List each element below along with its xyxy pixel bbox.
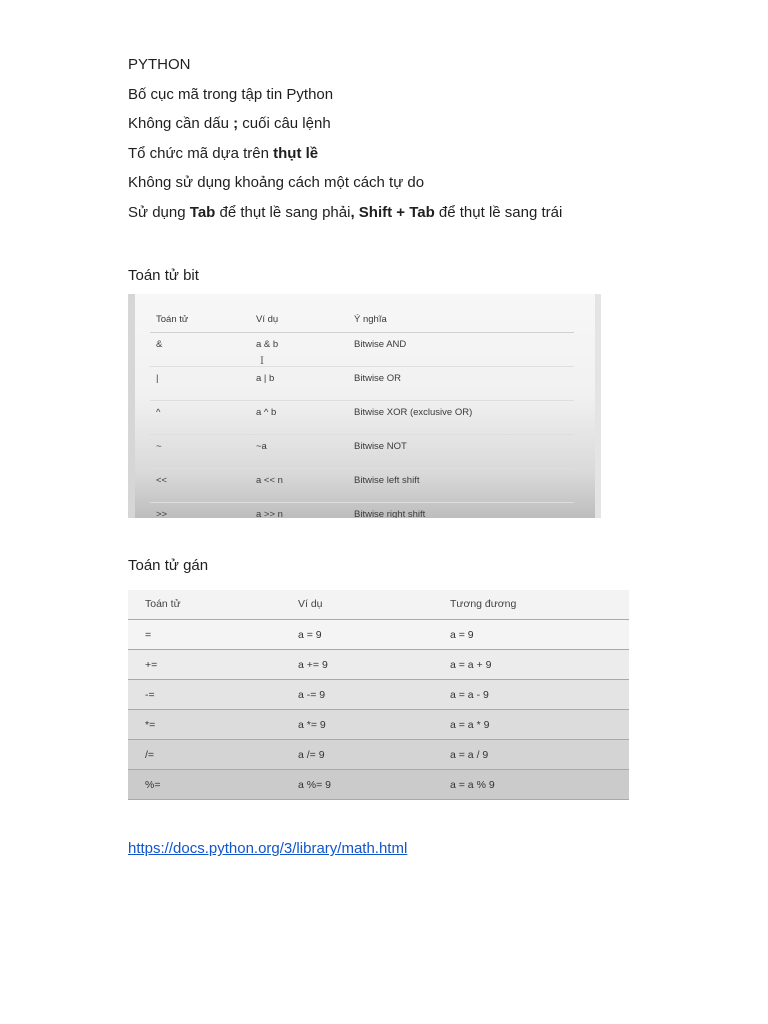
table-cell: a = a + 9	[433, 650, 629, 680]
table-row	[128, 710, 629, 740]
table-cell: a >> n	[256, 508, 283, 518]
table-cell: Bitwise OR	[348, 366, 574, 400]
table-row	[150, 332, 574, 366]
bitwise-table	[150, 308, 574, 518]
note-line-3: Tổ chức mã dựa trên thụt lề	[128, 144, 319, 162]
note-line-2: Không cần dấu ; cuối câu lệnh	[128, 115, 331, 133]
table-cell: >>	[156, 508, 168, 518]
table-cell: a *= 9	[281, 710, 433, 740]
table-cell: a ^ b	[250, 400, 348, 434]
table-cell: a -= 9	[281, 680, 433, 710]
table-cell: /=	[128, 740, 281, 770]
python-math-docs-link[interactable]: https://docs.python.org/3/library/math.html	[128, 840, 408, 858]
table-cell: %=	[128, 770, 281, 800]
table-cell: a = a / 9	[433, 740, 629, 770]
table-cell: ~	[150, 434, 250, 468]
table-cell: |	[150, 366, 250, 400]
screenshot-left-edge	[128, 294, 135, 518]
table-cell: a = a - 9	[433, 680, 629, 710]
note-line-5: Sử dụng Tab để thụt lề sang phải, Shift + Tab để thụt lề sang trái	[128, 203, 563, 221]
table-cell: a & b	[250, 332, 348, 366]
screenshot-right-edge	[595, 294, 601, 518]
table-cell: Bitwise NOT	[348, 434, 574, 468]
table-cell: a += 9	[281, 650, 433, 680]
assign-table-screenshot	[128, 590, 629, 801]
table-row	[128, 650, 629, 680]
table-cell: a | b	[250, 366, 348, 400]
table-row	[128, 680, 629, 710]
table-cell: a = a * 9	[433, 710, 629, 740]
table-row	[150, 502, 574, 518]
table-cell: Bitwise right shift	[354, 508, 426, 518]
table-cell: Bitwise XOR (exclusive OR)	[348, 400, 574, 434]
table-cell: a = a % 9	[433, 770, 629, 800]
column-header: Tương đương	[433, 590, 629, 620]
column-header: Ý nghĩa	[348, 308, 574, 333]
table-cell: a << n	[250, 468, 348, 502]
bitwise-table-screenshot	[128, 294, 601, 518]
table-cell: ^	[150, 400, 250, 434]
table-cell: ~a	[250, 434, 348, 468]
table-cell: <<	[150, 468, 250, 502]
column-header: Ví dụ	[250, 308, 348, 333]
bitwise-section-title: Toán tử bit	[128, 266, 199, 284]
note-line-1: Bố cục mã trong tập tin Python	[128, 85, 334, 103]
table-cell: a /= 9	[281, 740, 433, 770]
assign-table	[128, 590, 629, 801]
table-cell: -=	[128, 680, 281, 710]
table-row	[128, 770, 629, 800]
table-cell: &	[150, 332, 250, 366]
text-cursor-icon: I	[260, 355, 264, 367]
table-row	[128, 740, 629, 770]
table-cell: =	[128, 620, 281, 650]
table-header-row	[150, 308, 574, 333]
table-row	[150, 434, 574, 468]
table-cell: *=	[128, 710, 281, 740]
note-line-4: Không sử dụng khoảng cách một cách tự do	[128, 174, 425, 192]
column-header: Ví dụ	[281, 590, 433, 620]
table-cell: Bitwise left shift	[348, 468, 574, 502]
table-cell: a = 9	[433, 620, 629, 650]
table-cell: a %= 9	[281, 770, 433, 800]
assign-section-title: Toán tử gán	[128, 556, 209, 574]
document-page	[128, 50, 648, 858]
column-header: Toán tử	[150, 308, 250, 333]
table-row	[150, 366, 574, 400]
column-header: Toán tử	[128, 590, 281, 620]
table-row	[128, 620, 629, 650]
doc-heading: PYTHON	[128, 56, 191, 73]
table-cell: +=	[128, 650, 281, 680]
table-row	[150, 400, 574, 434]
table-row	[150, 468, 574, 502]
table-cell: Bitwise AND	[348, 332, 574, 366]
table-header-row	[128, 590, 629, 620]
table-cell: a = 9	[281, 620, 433, 650]
